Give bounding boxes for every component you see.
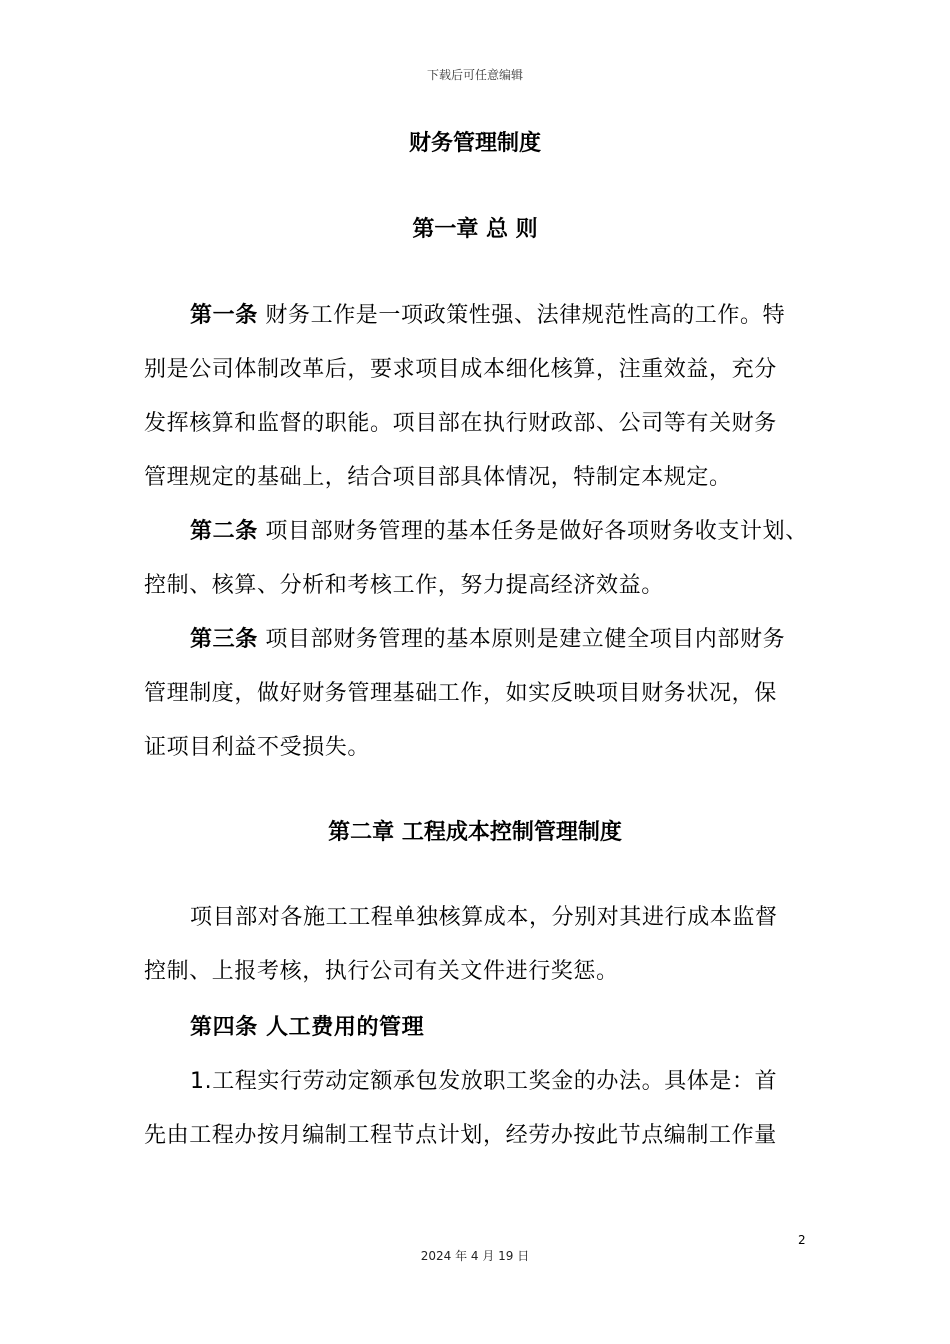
page-header: 下载后可任意编辑: [426, 68, 523, 82]
article-3-line: 证项目利益不受损失。: [144, 735, 371, 760]
chapter-2-intro-line: 控制、上报考核，执行公司有关文件进行奖惩。: [144, 959, 619, 984]
article-2-line: 控制、核算、分析和考核工作，努力提高经济效益。: [144, 573, 664, 598]
article-1-first-line: [190, 298, 785, 329]
article-1-line: 管理规定的基础上，结合项目部具体情况，特制定本规定。: [144, 465, 732, 490]
article-1-text: 财务工作是一项政策性强、法律规范性高的工作。特: [257, 303, 786, 328]
article-4-item-line: 先由工程办按月编制工程节点计划，经劳办按此节点编制工作量: [144, 1123, 777, 1148]
article-1-label: 第一条: [190, 303, 258, 328]
article-3-text: 项目部财务管理的基本原则是建立健全项目内部财务: [257, 627, 786, 652]
document-title: 财务管理制度: [408, 131, 541, 156]
article-1-line: 别是公司体制改革后，要求项目成本细化核算，注重效益，充分: [144, 357, 777, 382]
article-3-first-line: [190, 622, 785, 653]
chapter-2-heading: 第二章 工程成本控制管理制度: [328, 820, 622, 845]
article-2-text: 项目部财务管理的基本任务是做好各项财务收支计划、: [257, 519, 808, 544]
article-3-label: 第三条: [190, 627, 258, 652]
page-number: 2: [798, 1233, 806, 1247]
article-4-item-line: 1.工程实行劳动定额承包发放职工奖金的办法。具体是：首: [190, 1069, 778, 1094]
article-2-label: 第二条: [190, 519, 258, 544]
chapter-1-heading: 第一章 总 则: [412, 217, 538, 242]
chapter-2-intro-line: 项目部对各施工工程单独核算成本，分别对其进行成本监督: [190, 905, 778, 930]
article-4-heading: 第四条 人工费用的管理: [190, 1015, 425, 1040]
article-1-line: 发挥核算和监督的职能。项目部在执行财政部、公司等有关财务: [144, 411, 777, 436]
footer-date: 2024 年 4 月 19 日: [420, 1249, 530, 1263]
article-3-line: 管理制度，做好财务管理基础工作，如实反映项目财务状况，保: [144, 681, 777, 706]
article-2-first-line: [190, 514, 808, 545]
